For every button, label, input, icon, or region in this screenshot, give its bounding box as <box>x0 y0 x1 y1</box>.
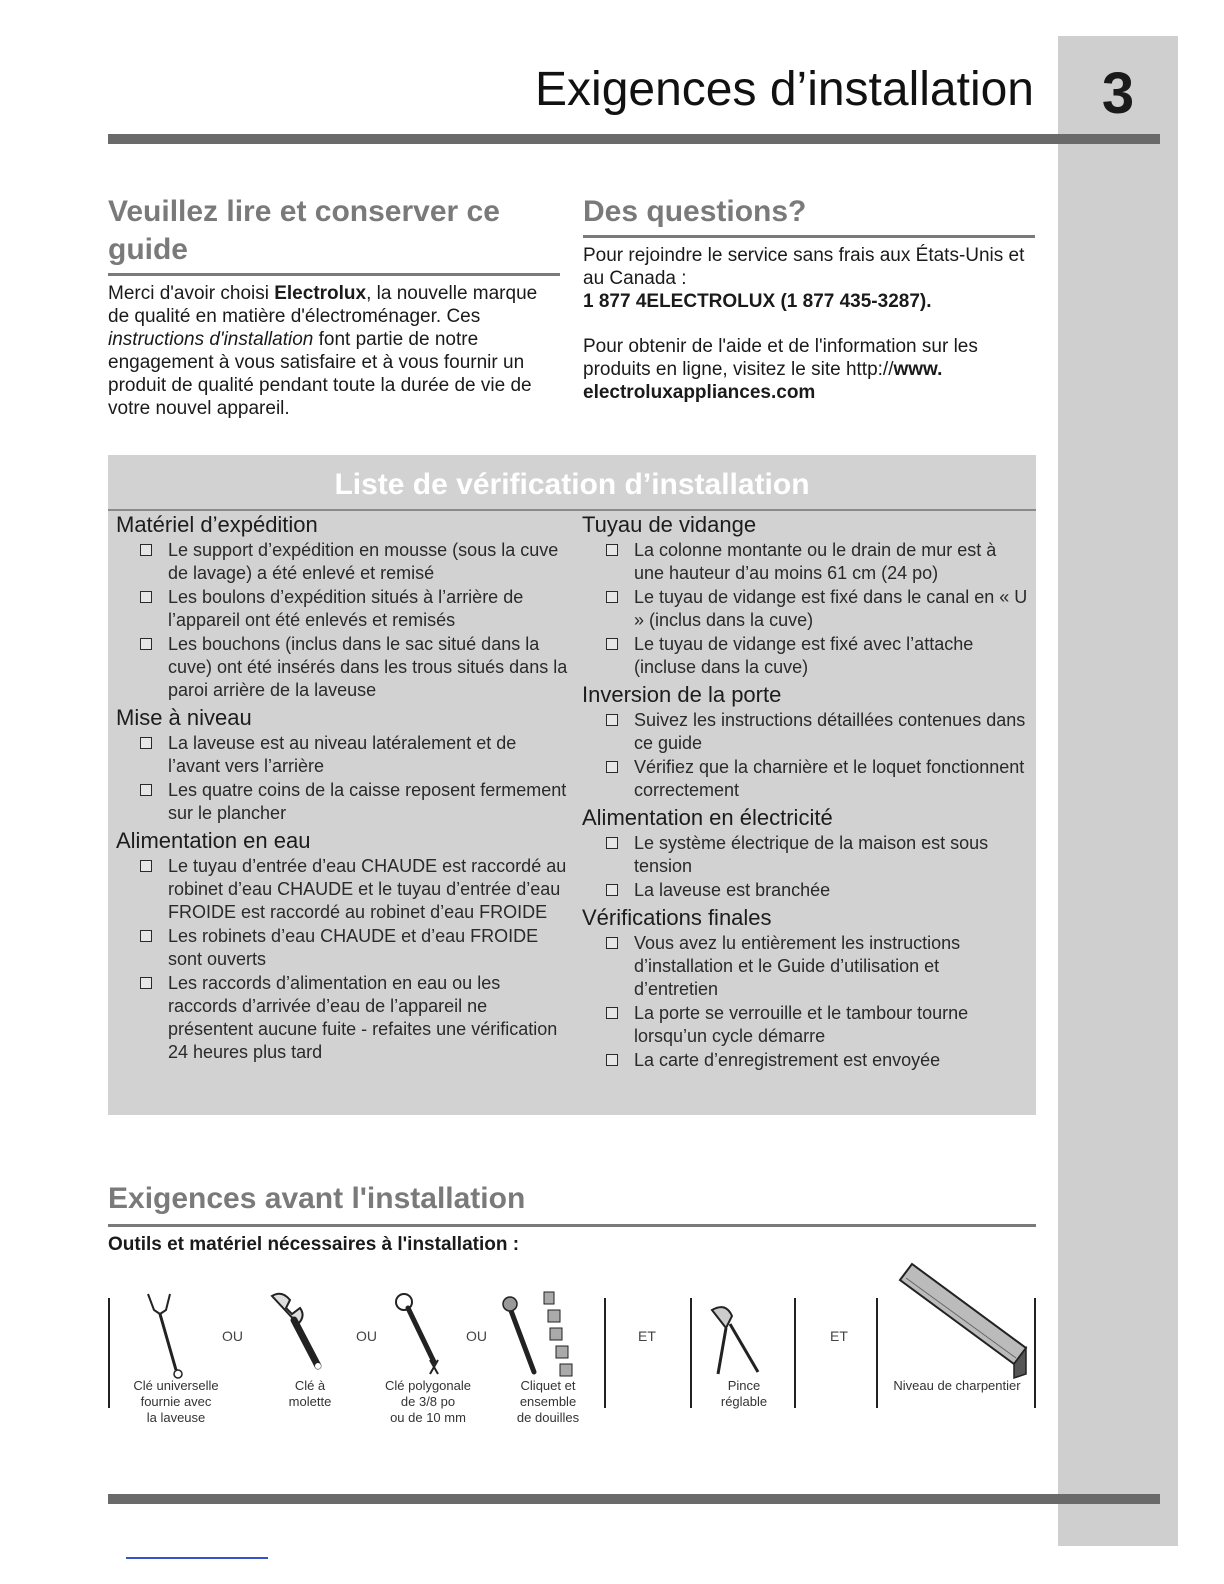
checkbox-icon[interactable] <box>606 884 618 896</box>
checklist-item <box>582 932 1028 1001</box>
checklist-item-text: Les boulons d’expédition situés à l’arrière de l’appareil ont été enlevés et remisés <box>168 587 524 630</box>
checklist-section-title: Alimentation en électricité <box>582 805 833 830</box>
checklist-item <box>116 633 570 702</box>
website-link-www[interactable]: www. <box>893 359 943 380</box>
tool-divider-left <box>108 1298 110 1408</box>
tool-label-line: Niveau de charpentier <box>893 1378 1021 1393</box>
intro-left-rule <box>108 273 560 276</box>
connector-ou: OU <box>356 1328 377 1344</box>
intro-left-text-c: font partie de notre engagement à vous satisfaire et à vous fournir un produit de qualité pendant toute la durée de vie de votre nouvel appareil. <box>108 329 532 419</box>
checklist-item <box>582 879 1028 902</box>
installation-checklist <box>108 455 1036 1115</box>
intro-right-heading: Des questions? <box>583 195 807 228</box>
chapter-side-tab <box>1058 36 1178 1546</box>
checklist-item <box>116 732 570 778</box>
checklist-section-title: Tuyau de vidange <box>582 512 757 537</box>
requirements-rule <box>108 1224 1036 1227</box>
checklist-item <box>116 539 570 585</box>
requirements-heading: Exigences avant l'installation <box>108 1182 526 1215</box>
intro-right-rule <box>583 235 1035 238</box>
box-wrench-icon <box>390 1290 450 1380</box>
bottom-divider <box>108 1494 1160 1504</box>
checklist-section-title: Vérifications finales <box>582 905 772 930</box>
carpenter-level-icon <box>896 1262 1032 1380</box>
connector-ou: OU <box>222 1328 243 1344</box>
checklist-item-text: Le tuyau de vidange est fixé dans le canal en « U » (inclus dans la cuve) <box>634 587 1028 630</box>
checklist-item <box>582 709 1028 755</box>
adjustable-wrench-icon <box>262 1290 332 1380</box>
checkbox-icon[interactable] <box>606 544 618 556</box>
checklist-item <box>582 586 1028 632</box>
tool-label-pliers <box>696 1378 792 1410</box>
pliers-icon <box>702 1300 782 1380</box>
tool-label-line: de 3/8 po <box>400 1394 456 1409</box>
tool-divider <box>690 1298 692 1408</box>
checklist-item <box>116 972 570 1064</box>
checkbox-icon[interactable] <box>606 1007 618 1019</box>
checklist-left-column <box>116 509 570 1065</box>
website-link[interactable]: electroluxappliances.com <box>583 382 816 403</box>
checkbox-icon[interactable] <box>140 930 152 942</box>
footer-line <box>126 1557 268 1559</box>
checklist-section-title: Inversion de la porte <box>582 682 782 707</box>
ratchet-socket-set-icon <box>500 1284 580 1384</box>
checklist-title: Liste de vérification d’installation <box>334 468 810 501</box>
checkbox-icon[interactable] <box>606 761 618 773</box>
tool-label-level <box>880 1378 1034 1394</box>
checkbox-icon[interactable] <box>140 860 152 872</box>
checklist-item <box>582 832 1028 878</box>
checkbox-icon[interactable] <box>140 544 152 556</box>
tool-divider <box>876 1298 878 1408</box>
tool-label-line: Clé universelle <box>133 1378 219 1393</box>
contact-paragraph: Pour rejoindre le service sans frais aux États-Unis et au Canada : <box>583 245 1025 289</box>
tool-label-line: Cliquet et <box>520 1378 576 1393</box>
checklist-item-text: Les raccords d’alimentation en eau ou les raccords d’arrivée d’eau de l’appareil ne présentent aucune fuite - refaites une vérification 24 heures plus tard <box>168 973 558 1062</box>
checklist-item-text: Le système électrique de la maison est sous tension <box>634 833 989 876</box>
tool-label-line: réglable <box>720 1394 768 1409</box>
checklist-section-title: Matériel d’expédition <box>116 512 318 537</box>
checklist-item-text: La porte se verrouille et le tambour tourne lorsqu’un cycle démarre <box>634 1003 969 1046</box>
intro-left-text-a: Merci d'avoir choisi <box>108 283 275 304</box>
checkbox-icon[interactable] <box>140 591 152 603</box>
checkbox-icon[interactable] <box>606 837 618 849</box>
checklist-item <box>582 539 1028 585</box>
tools-subheading: Outils et matériel nécessaires à l'installation : <box>108 1234 520 1255</box>
tool-label-universal-wrench <box>120 1378 232 1426</box>
checklist-item-text: Le tuyau de vidange est fixé avec l’attache (incluse dans la cuve) <box>634 634 974 677</box>
tool-label-ratchet <box>500 1378 596 1426</box>
top-divider <box>108 134 1160 144</box>
checkbox-icon[interactable] <box>606 937 618 949</box>
intro-left-italic: instructions d'installation <box>108 329 314 350</box>
intro-left-text-b: , la nouvelle marque de qualité en matière d'électroménager. Ces <box>108 283 538 327</box>
checklist-item <box>116 855 570 924</box>
page-title: Exigences d’installation <box>535 63 1034 116</box>
intro-left-paragraph <box>108 282 560 420</box>
checkbox-icon[interactable] <box>140 737 152 749</box>
checklist-item <box>582 1049 1028 1072</box>
checklist-item-text: Les quatre coins de la caisse reposent fermement sur le plancher <box>168 780 567 823</box>
checkbox-icon[interactable] <box>606 591 618 603</box>
chapter-number: 3 <box>1101 61 1135 126</box>
tool-label-box-wrench <box>372 1378 484 1426</box>
checklist-item-text: Vous avez lu entièrement les instructions d’installation et le Guide d’utilisation et d’entretien <box>634 933 961 999</box>
checklist-item-text: Le support d’expédition en mousse (sous la cuve de lavage) a été enlevé et remisé <box>168 540 559 583</box>
connector-et: ET <box>830 1328 848 1344</box>
checklist-item-text: Les robinets d’eau CHAUDE et d’eau FROIDE sont ouverts <box>168 926 539 969</box>
checklist-item-text: Le tuyau d’entrée d’eau CHAUDE est raccordé au robinet d’eau CHAUDE et le tuyau d’entrée d’eau FROIDE est raccordé au robinet d’eau FROIDE <box>168 856 567 922</box>
tool-label-line: de douilles <box>516 1410 580 1425</box>
brand-name: Electrolux <box>274 283 367 304</box>
tool-divider-right <box>1034 1298 1036 1408</box>
tool-label-line: Pince <box>727 1378 761 1393</box>
checklist-item-text: La laveuse est au niveau latéralement et de l’avant vers l’arrière <box>168 733 517 776</box>
phone-number: 1 877 4ELECTROLUX (1 877 435-3287). <box>583 291 932 312</box>
checklist-item <box>582 633 1028 679</box>
connector-ou: OU <box>466 1328 487 1344</box>
checkbox-icon[interactable] <box>140 784 152 796</box>
checklist-item <box>116 925 570 971</box>
checklist-section-title: Mise à niveau <box>116 705 252 730</box>
intro-read-guide <box>108 193 560 420</box>
checklist-item-text: La laveuse est branchée <box>634 880 831 900</box>
checkbox-icon[interactable] <box>606 714 618 726</box>
checklist-item-text: Les bouchons (inclus dans le sac situé dans la cuve) ont été insérés dans les trous situés dans la paroi arrière de la laveuse <box>168 634 568 700</box>
checklist-item <box>116 779 570 825</box>
tool-label-line: ensemble <box>519 1394 577 1409</box>
website-text: Pour obtenir de l'aide et de l'information sur les produits en ligne, visitez le site http:// <box>583 336 978 380</box>
tool-divider <box>604 1298 606 1408</box>
checkbox-icon[interactable] <box>606 1054 618 1066</box>
checkbox-icon[interactable] <box>140 638 152 650</box>
intro-questions <box>583 193 1035 404</box>
requirements-section <box>108 1180 1036 1227</box>
tool-label-adjustable-wrench <box>262 1378 358 1410</box>
checkbox-icon[interactable] <box>140 977 152 989</box>
tool-label-line: la laveuse <box>146 1410 206 1425</box>
tool-label-line: molette <box>288 1394 332 1409</box>
checklist-item <box>116 586 570 632</box>
intro-left-heading: Veuillez lire et conserver ce guide <box>108 195 500 266</box>
tool-label-line: Clé polygonale <box>384 1378 471 1393</box>
universal-wrench-icon <box>140 1290 200 1380</box>
checklist-right-column <box>582 509 1028 1073</box>
tool-label-line: Clé à <box>294 1378 326 1393</box>
checklist-item <box>582 756 1028 802</box>
checklist-item-text: La carte d’enregistrement est envoyée <box>634 1050 941 1070</box>
connector-et: ET <box>638 1328 656 1344</box>
checklist-item-text: Suivez les instructions détaillées contenues dans ce guide <box>634 710 1026 753</box>
checklist-section-title: Alimentation en eau <box>116 828 311 853</box>
website-paragraph <box>583 335 1035 404</box>
checklist-item <box>582 1002 1028 1048</box>
checklist-item-text: Vérifiez que la charnière et le loquet fonctionnent correctement <box>634 757 1025 800</box>
tool-label-line: ou de 10 mm <box>390 1410 466 1425</box>
tool-label-line: fournie avec <box>140 1394 212 1409</box>
checkbox-icon[interactable] <box>606 638 618 650</box>
checklist-item-text: La colonne montante ou le drain de mur est à une hauteur d’au moins 61 cm (24 po) <box>634 540 997 583</box>
tool-divider <box>794 1298 796 1408</box>
